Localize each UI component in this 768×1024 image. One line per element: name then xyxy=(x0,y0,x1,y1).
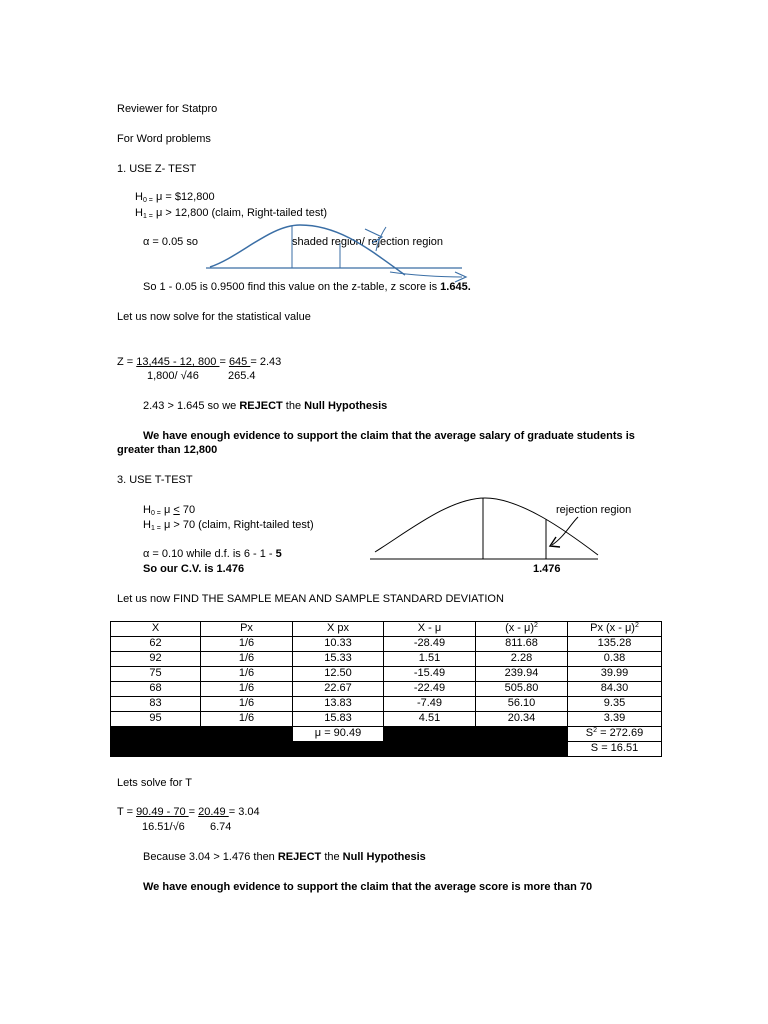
table-cell: -15.49 xyxy=(384,667,476,682)
table-row xyxy=(111,652,662,667)
table-row xyxy=(111,682,662,697)
table-cell: 811.68 xyxy=(476,637,568,652)
table-row xyxy=(111,712,662,727)
sd-cell: S = 16.51 xyxy=(568,742,662,757)
table-cell: 75 xyxy=(111,667,201,682)
table-cell: -28.49 xyxy=(384,637,476,652)
table-cell: 68 xyxy=(111,682,201,697)
table-header: X - μ xyxy=(384,622,476,637)
table-header: Px xyxy=(201,622,293,637)
table-row xyxy=(111,637,662,652)
table-header: X px xyxy=(293,622,384,637)
section1-null-hypothesis: $H_{0 =}$ μ = $12,800 xyxy=(135,191,215,204)
table-header: X xyxy=(111,622,201,637)
t-comparison: Because 3.04 > 1.476 then REJECT the Null Hypothesis xyxy=(143,851,426,863)
z-formula-denominator2: 265.4 xyxy=(228,370,256,382)
variance-cell: $S^2 = 272.69$ xyxy=(568,727,662,742)
table-cell: 15.33 xyxy=(293,652,384,667)
table-cell: 1/6 xyxy=(201,667,293,682)
table-row xyxy=(111,667,662,682)
table-cell: 2.28 xyxy=(476,652,568,667)
document-title: Reviewer for Statpro xyxy=(117,103,218,115)
table-cell: 15.83 xyxy=(293,712,384,727)
black-cell xyxy=(201,727,293,742)
section3-region-label: rejection region xyxy=(556,504,632,516)
table-cell: 135.28 xyxy=(568,637,662,652)
table-header-row xyxy=(111,622,662,637)
section3-alpha: α = 0.10 while d.f. is 6 - 1 - 5 xyxy=(143,548,282,560)
t-formula-denominator: 16.51/√6 xyxy=(142,821,185,833)
section1-region-label: shaded region/ rejection region xyxy=(292,236,444,248)
black-cell xyxy=(476,742,568,757)
section1-conclusion-line1: We have enough evidence to support the claim that the average salary of graduate students is xyxy=(143,430,635,442)
section3-cv-label: 1.476 xyxy=(533,563,561,575)
section1-zscore-line: So 1 - 0.05 is 0.9500 find this value on the z-table, z score is 1.645. xyxy=(143,281,471,293)
section1-alpha: α = 0.05 so xyxy=(143,236,198,248)
table-cell: 92 xyxy=(111,652,201,667)
table-cell: 22.67 xyxy=(293,682,384,697)
z-formula-denominator: 1,800/ √46 xyxy=(147,370,199,382)
section1-solve-text: Let us now solve for the statistical value xyxy=(117,311,311,323)
table-cell: 1/6 xyxy=(201,637,293,652)
table-cell: -7.49 xyxy=(384,697,476,712)
black-cell xyxy=(293,742,384,757)
black-cell xyxy=(384,727,476,742)
z-distribution-curve xyxy=(200,215,480,285)
section3-alt-hypothesis: $H_{1 =}$ μ > 70 (claim, Right-tailed test) xyxy=(143,519,314,532)
section3-critical-value: So our C.V. is 1.476 xyxy=(143,563,245,575)
table-cell: 13.83 xyxy=(293,697,384,712)
table-summary-row xyxy=(111,727,662,742)
black-cell xyxy=(111,742,201,757)
black-cell xyxy=(384,742,476,757)
table-cell: 20.34 xyxy=(476,712,568,727)
section1-heading: 1. USE Z- TEST xyxy=(117,163,197,175)
document-subtitle: For Word problems xyxy=(117,133,211,145)
table-row xyxy=(111,697,662,712)
mean-cell: μ = 90.49 xyxy=(293,727,384,742)
table-summary-row xyxy=(111,742,662,757)
section3-find-text: Let us now FIND THE SAMPLE MEAN AND SAMPLE STANDARD DEVIATION xyxy=(117,593,504,605)
table-cell: 10.33 xyxy=(293,637,384,652)
table-cell: 4.51 xyxy=(384,712,476,727)
table-cell: 505.80 xyxy=(476,682,568,697)
black-cell xyxy=(111,727,201,742)
section1-conclusion-line2: greater than 12,800 xyxy=(117,444,218,456)
table-cell: 3.39 xyxy=(568,712,662,727)
black-cell xyxy=(201,742,293,757)
section1-alt-hypothesis: $H_{1 =}$ μ > 12,800 (claim, Right-tailed test) xyxy=(135,207,328,220)
t-conclusion: We have enough evidence to support the claim that the average score is more than 70 xyxy=(143,881,593,893)
table-cell: 62 xyxy=(111,637,201,652)
table-cell: 84.30 xyxy=(568,682,662,697)
black-cell xyxy=(476,727,568,742)
table-cell: 83 xyxy=(111,697,201,712)
table-cell: 12.50 xyxy=(293,667,384,682)
table-cell: 1.51 xyxy=(384,652,476,667)
table-cell: 1/6 xyxy=(201,697,293,712)
table-cell: 39.99 xyxy=(568,667,662,682)
t-formula-numerator: T = 90.49 - 70 = 20.49 = 3.04 xyxy=(117,806,260,818)
table-cell: 9.35 xyxy=(568,697,662,712)
t-section-heading: Lets solve for T xyxy=(117,777,192,789)
table-cell: 1/6 xyxy=(201,712,293,727)
t-formula-denominator2: 6.74 xyxy=(210,821,232,833)
section3-null-hypothesis: $H_{0 =}$ μ < 70 xyxy=(143,504,196,517)
section1-comparison: 2.43 > 1.645 so we REJECT the Null Hypothesis xyxy=(143,400,388,412)
section3-heading: 3. USE T-TEST xyxy=(117,474,193,486)
table-cell: 56.10 xyxy=(476,697,568,712)
table-cell: 1/6 xyxy=(201,682,293,697)
z-formula-numerator: Z = 13,445 - 12, 800 = 645 = 2.43 xyxy=(117,356,282,368)
table-cell: 239.94 xyxy=(476,667,568,682)
table-header: Px (x - μ)$^2$ xyxy=(568,622,662,637)
table-cell: -22.49 xyxy=(384,682,476,697)
table-header: (x - μ)$^2$ xyxy=(476,622,568,637)
statistics-table xyxy=(110,621,662,757)
table-cell: 95 xyxy=(111,712,201,727)
table-cell: 1/6 xyxy=(201,652,293,667)
table-cell: 0.38 xyxy=(568,652,662,667)
